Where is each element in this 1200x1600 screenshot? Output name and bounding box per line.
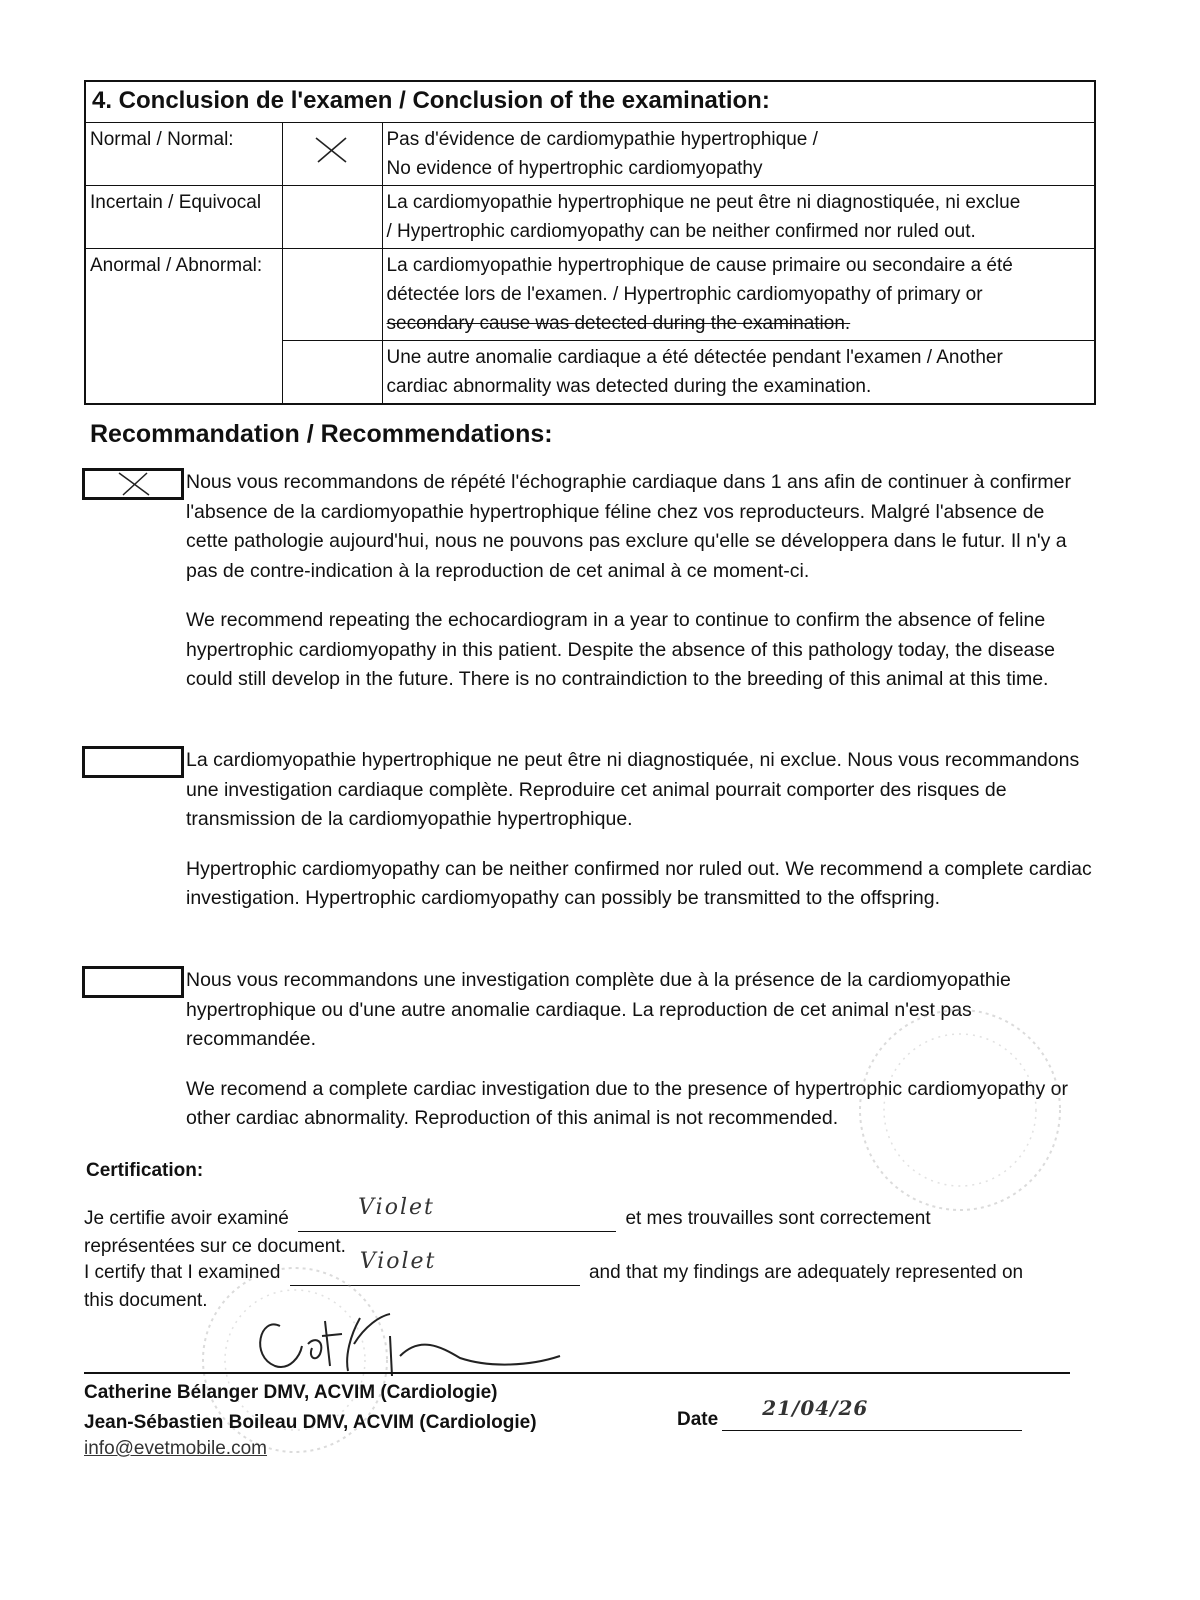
conclusion-table (84, 80, 1096, 405)
row-label: Incertain / Equivocal (85, 186, 282, 249)
patient-name-handwritten: Violet (358, 1195, 435, 1220)
row-checkbox[interactable] (282, 249, 382, 341)
conclusion-row-abnormal (85, 249, 1095, 341)
row-line: La cardiomyopathie hypertrophique ne peut être ni diagnostiquée, ni exclue (386, 192, 1021, 213)
row-description (382, 186, 1095, 249)
row-line: cardiac abnormality was detected during the examination. (386, 376, 872, 397)
cert-text: Je certifie avoir examiné (84, 1208, 289, 1229)
conclusion-row-normal (85, 123, 1095, 186)
conclusion-header: 4. Conclusion de l'examen / Conclusion of the examination: (85, 81, 1095, 123)
row-checkbox[interactable] (282, 186, 382, 249)
row-line: Pas d'évidence de cardiomypathie hypertrophique / (386, 129, 818, 150)
row-line: secondary cause was detected during the examination. (386, 313, 851, 334)
row-line: / Hypertrophic cardiomyopathy can be neither confirmed nor ruled out. (386, 221, 976, 242)
row-line: No evidence of hypertrophic cardiomyopathy (386, 158, 763, 179)
patient-name-handwritten: Violet (359, 1249, 437, 1274)
date-field-group (677, 1396, 1026, 1431)
signers-block (84, 1378, 537, 1438)
row-label: Normal / Normal: (85, 123, 282, 186)
recommendation-fr: La cardiomyopathie hypertrophique ne peut être ni diagnostiquée, ni exclue. Nous vous recommandons une investigation cardiaque complète. Reproduire cet animal pourrait comporter des risques de transmission de la cardiomyopathie hypertrophique. (186, 749, 1080, 830)
patient-name-field[interactable] (298, 1195, 616, 1232)
recommendation-text (186, 746, 1092, 934)
recommendation-checkbox[interactable] (82, 468, 184, 500)
recommendation-checkbox[interactable] (82, 746, 184, 778)
date-handwritten: 21/04/26 (762, 1396, 869, 1420)
row-description (382, 341, 1095, 405)
recommendation-fr: Nous vous recommandons de répété l'échographie cardiaque dans 1 ans afin de continuer à confirmer l'absence de la cardiomyopathie hypertrophique féline chez vos reproducteurs. Malgré l'absence de cette pathologie aujourd'hui, nous ne pouvons pas exclure qu'elle se développera dans le futur. Il n'y a pas de contre-indication à la reproduction de cet animal à ce moment-ci. (186, 471, 1072, 582)
signer-2: Jean-Sébastien Boileau DMV, ACVIM (Cardiologie) (84, 1412, 537, 1433)
recommendation-checkbox[interactable] (82, 966, 184, 998)
row-checkbox[interactable] (282, 341, 382, 405)
recommendation-en: We recomend a complete cardiac investigation due to the presence of hypertrophic cardiomyopathy or other cardiac abnormality. Reproduction of this animal is not recommended. (186, 1077, 1068, 1129)
row-description (382, 249, 1095, 341)
date-field[interactable] (722, 1396, 1022, 1431)
row-line: détectée lors de l'examen. / Hypertrophic cardiomyopathy of primary or (386, 284, 983, 305)
certification-en-line2: this document. (84, 1290, 208, 1311)
recommendation-en: Hypertrophic cardiomyopathy can be neither confirmed nor ruled out. We recommend a complete cardiac investigation. Hypertrophic cardiomyopathy can possibly be transmitted to the offspring. (186, 857, 1092, 909)
signer-1: Catherine Bélanger DMV, ACVIM (Cardiologie) (84, 1382, 498, 1403)
recommendation-text (186, 468, 1092, 715)
cert-text: and that my findings are adequately represented on (588, 1262, 1024, 1283)
recommendations-heading: Recommandation / Recommendations: (90, 420, 553, 448)
certification-fr-line (84, 1195, 931, 1232)
certification-fr-line2: représentées sur ce document. (84, 1236, 346, 1257)
signature-line (84, 1372, 1070, 1374)
row-label: Anormal / Abnormal: (85, 249, 282, 405)
circular-seal-stamp (850, 1000, 1070, 1220)
recommendation-item-equivocal (82, 746, 1092, 926)
row-description (382, 123, 1095, 186)
x-mark-icon (312, 135, 352, 165)
recommendation-item-normal (82, 468, 1092, 738)
date-label: Date (677, 1409, 719, 1430)
recommendation-en: We recommend repeating the echocardiogram in a year to continue to confirm the absence of feline hypertrophic cardiomyopathy in this patient. Despite the absence of this pathology today, the disease could still develop in the future. There is no contraindiction to the breeding of this animal at this time. (186, 609, 1055, 690)
recommendation-fr: Nous vous recommandons une investigation complète due à la présence de la cardiomyopathie hypertrophique ou d'une autre anomalie cardiaque. La reproduction de cet animal n'est pas recommandée. (186, 969, 1011, 1050)
cert-text: et mes trouvailles sont correctement (625, 1208, 931, 1229)
row-checkbox[interactable] (282, 123, 382, 186)
certification-heading: Certification: (86, 1160, 204, 1181)
row-line: Une autre anomalie cardiaque a été détectée pendant l'examen / Another (386, 347, 1003, 368)
x-mark-icon (85, 471, 181, 497)
cert-text: I certify that I examined (84, 1262, 281, 1283)
email-link[interactable]: info@evetmobile.com (84, 1438, 267, 1459)
row-line: La cardiomyopathie hypertrophique de cause primaire ou secondaire a été (386, 255, 1013, 276)
conclusion-row-equivocal (85, 186, 1095, 249)
